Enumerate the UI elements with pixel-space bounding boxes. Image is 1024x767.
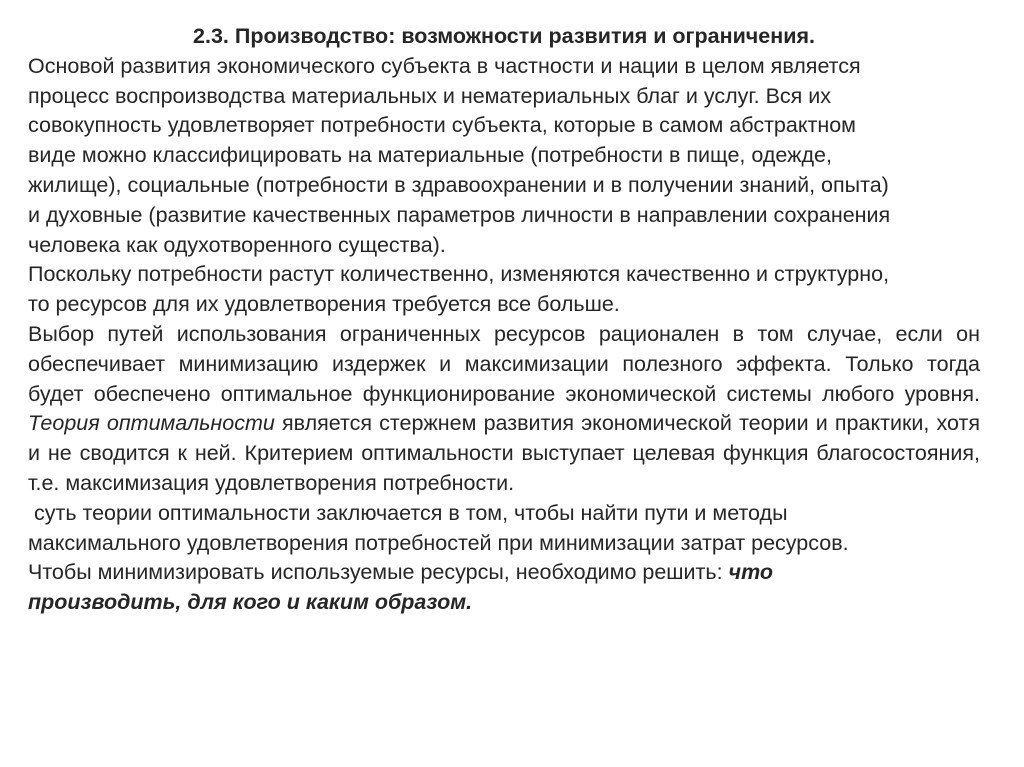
paragraph-optimality [28,320,980,499]
page-title: 2.3. Производство: возможности развития и ограничения. [193,24,815,48]
emphasis-text: что [728,560,774,585]
paragraph-line: виде можно классифицировать на материальные (потребности в пище, одежде, [28,143,832,168]
paragraph-needs [28,52,980,261]
paragraph-essence [28,499,980,559]
paragraph-line: суть теории оптимальности заключается в том, чтобы найти пути и методы [28,500,788,525]
paragraph-text: Выбор путей использования ограниченных ресурсов рационален в том случае, если он обеспечивает минимизацию издержек и максимизации полезного эффекта. Только тогда будет обеспечено оптимальное функционирование экономической системы любого уровня. [28,321,980,406]
paragraph-questions [28,558,980,618]
paragraph-line: Основой развития экономического субъекта в частности и нации в целом является [28,53,861,78]
paragraph-line: совокупность удовлетворяет потребности субъекта, которые в самом абстрактном [28,113,856,138]
paragraph-line: Поскольку потребности растут количественно, изменяются качественно и структурно, [28,262,890,287]
slide [28,22,980,618]
paragraph-line: то ресурсов для их удовлетворения требуется все больше. [28,292,620,317]
italic-term: Теория оптимальности [28,411,275,436]
paragraph-text: Чтобы минимизировать используемые ресурсы, необходимо решить: [28,560,729,585]
emphasis-text: производить, для кого и каким образом. [28,590,473,615]
paragraph-growth [28,260,980,320]
paragraph-line: максимального удовлетворения потребностей при минимизации затрат ресурсов. [28,530,849,555]
paragraph-line: человека как одухотворенного существа). [28,232,446,257]
paragraph-line: процесс воспроизводства материальных и нематериальных благ и услуг. Вся их [28,83,832,108]
paragraph-text: является стержнем развития экономической теории и практики, хотя и не сводится к ней. Критерием оптимальности выступает целевая функция благосостояния, т.е. максимизация удовлетворения потребности. [28,411,980,495]
paragraph-line [28,558,980,588]
paragraph-line: жилище), социальные (потребности в здравоохранении и в получении знаний, опыта) [28,172,889,197]
paragraph-line: и духовные (развитие качественных параметров личности в направлении сохранения [28,202,891,227]
